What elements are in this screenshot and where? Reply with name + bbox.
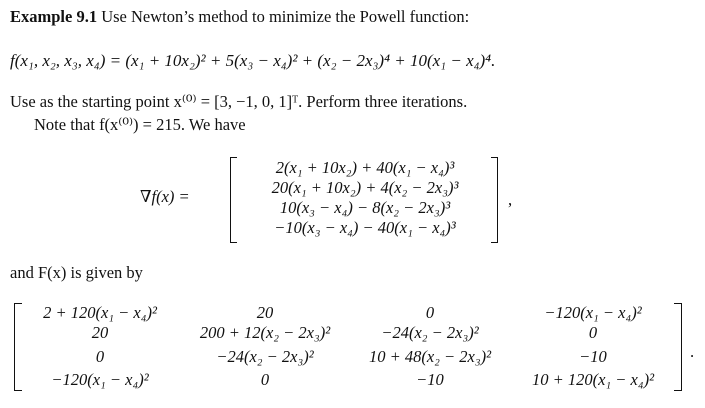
hessian-cell: 20 xyxy=(256,303,274,322)
hessian-matrix xyxy=(0,303,705,393)
example-title-text: Use Newton’s method to minimize the Powell function: xyxy=(101,7,470,26)
hessian-cell: 10 + 48(x₂ − 2x₃)² xyxy=(368,347,492,366)
function-definition xyxy=(10,51,495,71)
gradient-trailing-comma: , xyxy=(508,190,513,209)
hessian-cell: −10 xyxy=(579,347,607,366)
hessian-trailing-period: . xyxy=(690,342,695,361)
hessian-cell: 0 xyxy=(425,303,435,322)
hessian-cell: 20 xyxy=(91,323,109,342)
hessian-cell: 10 + 120(x₁ − x₄)² xyxy=(531,370,655,389)
hessian-intro: and F(x) is given by xyxy=(10,263,143,282)
starting-point-text: Use as the starting point x⁽⁰⁾ = [3, −1, 0, 1]ᵀ. Perform three iterations. xyxy=(10,92,468,111)
gradient-row-1: 2(x₁ + 10x₂) + 40(x₁ − x₄)³ xyxy=(275,158,455,177)
example-title xyxy=(10,7,469,27)
hessian-cell: −120(x₁ − x₄)² xyxy=(544,303,642,322)
function-lhs: f(x₁, x₂, x₃, x₄) = xyxy=(10,51,122,70)
hessian-cell: −24(x₂ − 2x₃)² xyxy=(216,347,314,366)
hessian-cell: −24(x₂ − 2x₃)² xyxy=(381,323,479,342)
gradient-vector xyxy=(234,158,496,242)
hessian-cell: 2 + 120(x₁ − x₄)² xyxy=(43,303,157,322)
hessian-cell: 0 xyxy=(95,347,105,366)
initial-value-note: Note that f(x⁽⁰⁾) = 215. We have xyxy=(34,115,246,134)
hessian-cell: 0 xyxy=(260,370,270,389)
hessian-cell: 0 xyxy=(588,323,598,342)
gradient-row-3: 10(x₃ − x₄) − 8(x₂ − 2x₃)³ xyxy=(279,198,451,217)
function-rhs: (x₁ + 10x₂)² + 5(x₃ − x₄)² + (x₂ − 2x₃)⁴ + 10(x₁ − x₄)⁴. xyxy=(125,51,496,70)
hessian-cell: 200 + 12(x₂ − 2x₃)² xyxy=(199,323,331,342)
hessian-cell: −120(x₁ − x₄)² xyxy=(51,370,149,389)
example-label: Example 9.1 xyxy=(10,7,98,26)
hessian-cell: −10 xyxy=(416,370,444,389)
gradient-lhs: ∇f(x) = xyxy=(140,187,190,206)
gradient-row-2: 20(x₁ + 10x₂) + 4(x₂ − 2x₃)³ xyxy=(271,178,459,197)
gradient-row-4: −10(x₃ − x₄) − 40(x₁ − x₄)³ xyxy=(274,218,456,237)
